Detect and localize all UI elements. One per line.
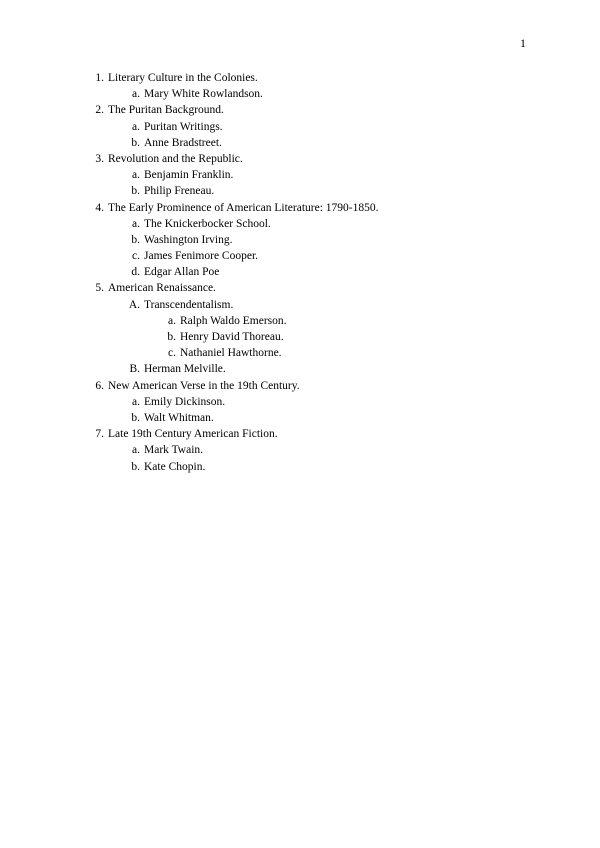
outline-item (88, 264, 560, 280)
outline-marker: 7. (95, 428, 104, 441)
outline-marker: d. (131, 266, 140, 279)
outline-item (88, 86, 560, 102)
outline-text: Emily Dickinson. (144, 395, 226, 408)
outline-marker: a. (132, 395, 140, 408)
outline-marker: c. (168, 347, 176, 360)
outline-text: Ralph Waldo Emerson. (180, 314, 287, 327)
outline-text: Nathaniel Hawthorne. (180, 347, 282, 360)
outline-marker: c. (132, 250, 140, 263)
outline-text: Edgar Allan Poe (144, 266, 220, 279)
outline-item (88, 102, 560, 118)
outline-text: Mark Twain. (144, 444, 204, 457)
outline-text: The Knickerbocker School. (144, 217, 271, 230)
outline-text: Mary White Rowlandson. (144, 88, 263, 101)
outline-item (88, 216, 560, 232)
outline-text: Late 19th Century American Fiction. (108, 428, 278, 441)
outline-item (88, 183, 560, 199)
outline-text: Literary Culture in the Colonies. (108, 72, 258, 84)
outline-item (88, 378, 560, 394)
outline-marker: b. (131, 136, 140, 149)
outline-text: Walt Whitman. (144, 411, 214, 424)
outline-marker: b. (131, 460, 140, 473)
outline-item (88, 280, 560, 296)
outline-marker: B. (129, 363, 140, 376)
outline-marker: a. (132, 120, 140, 133)
outline-marker: a. (132, 169, 140, 182)
outline-marker: a. (132, 88, 140, 101)
outline-item (88, 345, 560, 361)
outline-text: New American Verse in the 19th Century. (108, 379, 300, 392)
outline-text: Kate Chopin. (144, 460, 206, 473)
outline-marker: 4. (95, 201, 104, 214)
outline-item (88, 200, 560, 216)
outline-text: Benjamin Franklin. (144, 169, 234, 182)
outline-text: Henry David Thoreau. (180, 331, 284, 343)
outline-text: Anne Bradstreet. (144, 136, 222, 149)
outline-item (88, 151, 560, 167)
outline-text: Washington Irving. (144, 233, 233, 246)
outline-text: Transcendentalism. (144, 298, 234, 311)
outline-text: Puritan Writings. (144, 120, 223, 133)
outline-text: Philip Freneau. (144, 185, 215, 198)
outline-marker: 3. (95, 152, 104, 165)
outline-text: American Renaissance. (108, 282, 216, 295)
outline-item (88, 248, 560, 264)
outline-item (88, 232, 560, 248)
outline-marker: b. (131, 185, 140, 198)
outline-list (88, 70, 560, 475)
outline-marker: a. (132, 217, 140, 230)
outline-text: The Puritan Background. (108, 104, 224, 117)
outline-item (88, 442, 560, 458)
outline-marker: a. (168, 314, 176, 327)
outline-item (88, 135, 560, 151)
outline-marker: b. (131, 411, 140, 424)
outline-item (88, 313, 560, 329)
outline-item (88, 394, 560, 410)
outline-text: Revolution and the Republic. (108, 152, 243, 165)
outline-item (88, 119, 560, 135)
outline-marker: 5. (95, 282, 104, 295)
page-number: 1 (520, 36, 526, 50)
outline-item (88, 459, 560, 475)
outline-marker: b. (167, 331, 176, 343)
outline-text: James Fenimore Cooper. (144, 250, 259, 263)
outline-item (88, 329, 560, 345)
outline-marker: 6. (95, 379, 104, 392)
outline-item (88, 297, 560, 313)
outline-text: Herman Melville. (144, 363, 226, 376)
outline-marker: a. (132, 444, 140, 457)
outline-item (88, 426, 560, 442)
outline-marker: 1. (95, 72, 104, 84)
outline-item (88, 167, 560, 183)
outline-item (88, 70, 560, 86)
outline-item (88, 410, 560, 426)
outline-marker: A. (128, 298, 140, 311)
outline-marker: b. (131, 233, 140, 246)
outline-marker: 2. (95, 104, 104, 117)
outline-item (88, 361, 560, 377)
outline-text: The Early Prominence of American Literature: 1790-1850. (108, 201, 379, 214)
